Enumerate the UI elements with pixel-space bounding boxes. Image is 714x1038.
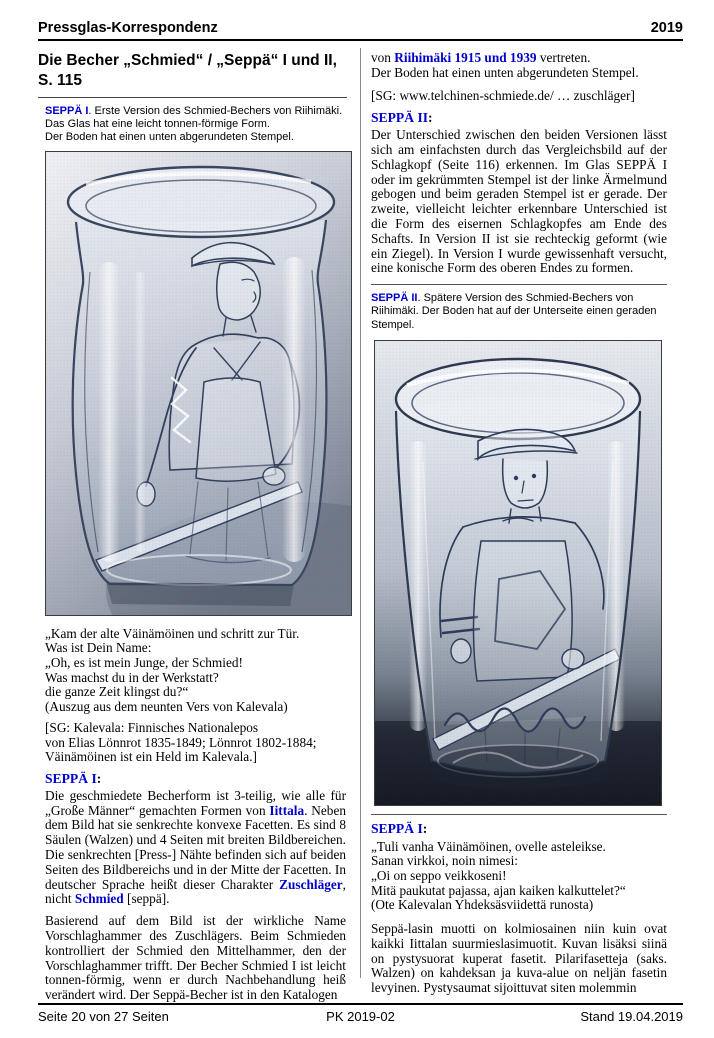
right-column: [371, 48, 667, 996]
footer-rule: [38, 1003, 683, 1005]
page-header: [38, 20, 683, 36]
title-rule: [38, 97, 347, 98]
section-heading-seppa-1: SEPPÄ I:: [45, 770, 102, 786]
figure2-photo-seppa-2: [374, 340, 662, 806]
quote-line: Was machst du in der Werkstatt?: [45, 669, 219, 685]
figure1-caption-label: SEPPÄ I: [45, 105, 89, 117]
figure1-caption: [45, 105, 346, 145]
kalevala-quote-finnish: [371, 840, 667, 914]
term-schmied: Schmied: [74, 891, 124, 907]
note-line: von Elias Lönnrot 1835-1849; Lönnrot 1802-1884;: [45, 734, 317, 750]
term-zuschlaeger: Zuschläger: [279, 876, 343, 892]
quote-line: Sanan virkkoi, noin nimesi:: [371, 853, 518, 869]
article-title: Die Becher „Schmied“ / „Seppä“ I und II, S. 115: [38, 52, 337, 89]
quote-line: Was ist Dein Name:: [45, 640, 152, 656]
figure1-caption-line3: Der Boden hat einen unten abgerundeten Stempel.: [45, 131, 294, 144]
paragraph-riihimaki-line1: von Riihimäki 1915 und 1939 vertreten.: [371, 50, 591, 65]
column-divider: [360, 48, 361, 978]
figure1-caption-line1: SEPPÄ I. Erste Version des Schmied-Bechers von Riihimäki.: [45, 105, 343, 117]
paragraph-becherform: Die geschmiedete Becherform ist 3-teilig, wie alle für „Große Männer“ gemachten Formen von Iittala. Neben dem Bild hat sie senkrechte konvexe Facetten. Es sind 8 Säulen (Walzen) und 4 Seiten mit breiten Bildbereichen. Die senkrechten [Press-] Nähte befinden sich auf beiden Seiten des Bildbereichs und in der Mitte der Facetten. In deutscher Sprache heißt dieser Charakter Zuschläger, nicht Schmied [seppä].: [45, 787, 346, 907]
journal-year: 2019: [650, 20, 683, 36]
note-line: [SG: Kalevala: Finnisches Nationalepos: [45, 719, 259, 735]
quote-line: die ganze Zeit klingst du?“: [45, 684, 189, 700]
footer-date: Stand 19.04.2019: [580, 1009, 683, 1024]
figure1-photo-seppa-1: [45, 151, 352, 616]
figure2-caption-rule: [371, 284, 667, 285]
paragraph-unterschied: Der Unterschied zwischen den beiden Versionen lässt sich am einfachsten durch das Vergleichsbild auf der Schlagkopf (Seite 116) erkennen. Im Glas SEPPÄ I oder im gekrümmten Stempel ist der linke Ärmelmund gebogen und beim geraden Stempel ist er gerade. Der zweite, vielleicht leichter erkennbare Unterschied ist die Form des eisernen Schlagkopfes am Ende des Schafts. In Version II ist sie rechteckig geformt (wie ein Ziegel). In Version I wurde gewissenhaft versucht, eine konische Form des oberen Endes zu formen.: [371, 127, 667, 276]
paragraph-riihimaki: [371, 51, 667, 81]
paragraph-riihimaki-line2: Der Boden hat einen unten abgerundeten Stempel.: [371, 64, 639, 80]
paragraph-seppa-lasin: Seppä-lasin muotti on kolmiosainen niin kuin ovat kaikki Iittalan suurmieslasimuotit. Kuvan lisäksi siinä on pystysuorat kuperat fasetit. Pilarifasetteja (saks. Walzen) on kahdeksan ja kuva-alue on neljän fasetin levyinen. Pystysaumat sijoittuvat siten molemmin: [371, 921, 667, 996]
figure2-caption-label: SEPPÄ II: [371, 292, 418, 305]
sg-note-kalevala: [45, 721, 346, 765]
quote-line: „Tuli vanha Väinämöinen, ovelle asteleikse.: [371, 838, 606, 854]
brand-iittala: Iittala: [269, 802, 305, 818]
footer-page-number: Seite 20 von 27 Seiten: [38, 1009, 169, 1024]
kalevala-quote-german: [45, 627, 346, 715]
quote-line: „Kam der alte Väinämöinen und schritt zur Tür.: [45, 625, 300, 641]
footer-issue: PK 2019-02: [326, 1009, 395, 1024]
quote-line: Mitä paukutat pajassa, ajan kaiken kalkuttelet?“: [371, 882, 626, 898]
quote-line: (Auszug aus dem neunten Vers von Kalevala): [45, 699, 288, 715]
quote-line: (Ote Kalevalan Yhdeksäsviidettä runosta): [371, 897, 594, 913]
term-riihimaeki-years: Riihimäki 1915 und 1939: [394, 50, 537, 65]
note-line: Väinämöinen ist ein Held im Kalevala.]: [45, 749, 257, 765]
seppa-2-glass-illustration: [375, 341, 661, 805]
quote-line: „Oi on seppo veikkoseni!: [371, 867, 507, 883]
page-footer: [38, 1009, 683, 1029]
seppa-1-glass-illustration: [46, 152, 351, 615]
left-column: [38, 48, 346, 1003]
figure2-bottom-rule: [371, 814, 667, 815]
quote-line: „Oh, es ist mein Junge, der Schmied!: [45, 655, 243, 671]
section-heading-seppa-2: SEPPÄ II:: [371, 110, 433, 126]
header-rule: [38, 39, 683, 41]
journal-title: Pressglas-Korrespondenz: [38, 20, 218, 36]
figure2-caption: SEPPÄ II. Spätere Version des Schmied-Bechers von Riihimäki. Der Boden hat auf der Unterseite einen geraden Stempel.: [371, 292, 657, 331]
figure1-caption-line2: Das Glas hat eine leicht tonnen-förmige Form.: [45, 118, 270, 131]
paragraph-vorschlaghammer: Basierend auf dem Bild ist der wirkliche Name Vorschlaghammer des Zuschlägers. Beim Schmieden kontrolliert der Schmied den Mittelhammer, den der Vorschlaghammer trifft. Der Becher Schmied I ist leicht tonnen-förmig, wenn er durch Nachbehandlung heiß verändert wird. Der Seppä-Becher ist in den Katalogen: [45, 913, 346, 1003]
section-heading-seppa-1-finnish: SEPPÄ I:: [371, 820, 428, 836]
sg-note-url: [SG: www.telchinen-schmiede.de/ … zuschläger]: [371, 87, 635, 103]
